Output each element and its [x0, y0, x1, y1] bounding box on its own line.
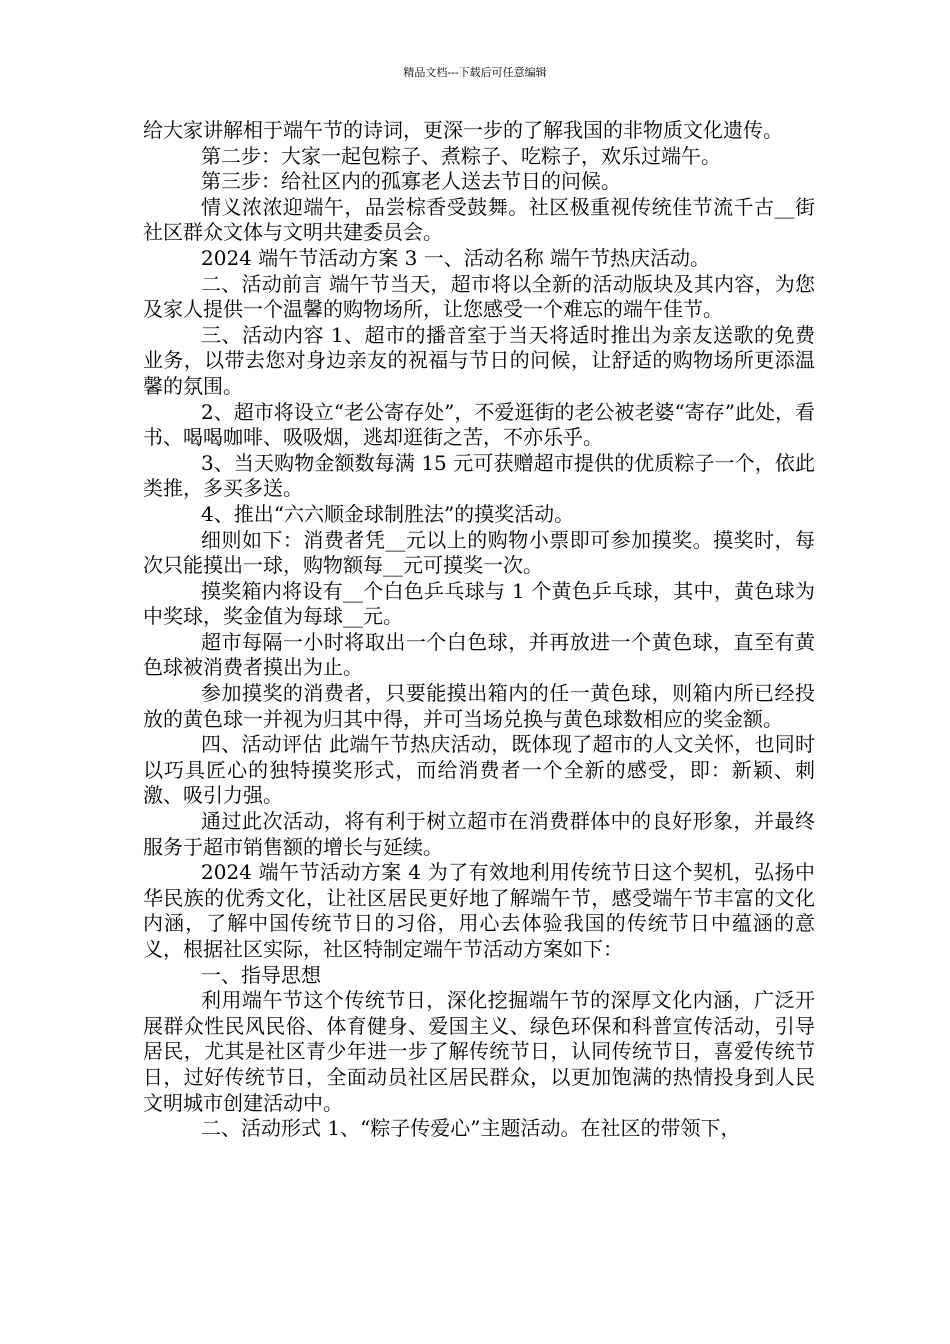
paragraph: 参加摸奖的消费者，只要能摸出箱内的任一黄色球，则箱内所已经投放的黄色球一并视为归其中得，并可当场兑换与黄色球数相应的奖金额。: [143, 681, 815, 731]
paragraph: 通过此次活动，将有利于树立超市在消费群体中的良好形象，并最终服务于超市销售额的增长与延续。: [143, 809, 815, 859]
document-body: [143, 118, 815, 1142]
paragraph: 2、超市将设立“老公寄存处”，不爱逛街的老公被老婆“寄存”此处，看书、喝喝咖啡、吸吸烟，逃却逛街之苦，不亦乐乎。: [143, 399, 815, 450]
paragraph: 三、活动内容 1、超市的播音室于当天将适时推出为亲友送歌的免费业务，以带去您对身边亲友的祝福与节日的问候，让舒适的购物场所更添温馨的氛围。: [143, 322, 815, 398]
paragraph: 3、当天购物金额数每满 15 元可获赠超市提供的优质粽子一个，依此类推，多买多送。: [143, 450, 815, 501]
paragraph: 二、活动前言 端午节当天，超市将以全新的活动版块及其内容，为您及家人提供一个温馨的购物场所，让您感受一个难忘的端午佳节。: [143, 271, 815, 322]
paragraph: 摸奖箱内将设有__个白色乒乓球与 1 个黄色乒乓球，其中，黄色球为中奖球，奖金值为每球__元。: [143, 578, 815, 629]
paragraph: 细则如下：消费者凭__元以上的购物小票即可参加摸奖。摸奖时，每次只能摸出一球，购物额每__元可摸奖一次。: [143, 527, 815, 578]
paragraph: 四、活动评估 此端午节热庆活动，既体现了超市的人文关怀，也同时以巧具匠心的独特摸奖形式，而给消费者一个全新的感受，即：新颖、刺激、吸引力强。: [143, 732, 815, 808]
paragraph: 给大家讲解相于端午节的诗词，更深一步的了解我国的非物质文化遗传。: [143, 118, 783, 142]
paragraph: 4、推出“六六顺金球制胜法”的摸奖活动。: [201, 501, 575, 526]
paragraph: 第三步：给社区内的孤寡老人送去节日的问候。: [201, 169, 621, 194]
paragraph: 情义浓浓迎端午，品尝棕香受鼓舞。社区极重视传统佳节流千古__街社区群众文体与文明共建委员会。: [143, 194, 815, 245]
paragraph: 利用端午节这个传统节日，深化挖掘端午节的深厚文化内涵，广泛开展群众性民风民俗、体育健身、爱国主义、绿色环保和科普宣传活动，引导居民，尤其是社区青少年进一步了解传统节日，认同传统节日，喜爱传统节日，过好传统节日，全面动员社区居民群众，以更加饱满的热情投身到人民文明城市创建活动中。: [143, 988, 815, 1115]
paragraph: 超市每隔一小时将取出一个白色球，并再放进一个黄色球，直至有黄色球被消费者摸出为止。: [143, 629, 815, 680]
paragraph: 第二步：大家一起包粽子、煮粽子、吃粽子，欢乐过端午。: [201, 143, 721, 168]
page-header: 精品文档---下载后可任意编辑: [403, 66, 547, 79]
paragraph: 2024 端午节活动方案 3 一、活动名称 端午节热庆活动。: [201, 245, 711, 270]
paragraph: 2024 端午节活动方案 4 为了有效地利用传统节日这个契机，弘扬中华民族的优秀文化，让社区居民更好地了解端午节，感受端午节丰富的文化内涵，了解中国传统节日的习俗，用心去体验我国的传统节日中蕴涵的意义，根据社区实际，社区特制定端午节活动方案如下：: [143, 860, 815, 961]
section-heading: 一、指导思想: [201, 962, 321, 987]
paragraph: 二、活动形式 1、“粽子传爱心”主题活动。在社区的带领下，: [201, 1116, 741, 1141]
